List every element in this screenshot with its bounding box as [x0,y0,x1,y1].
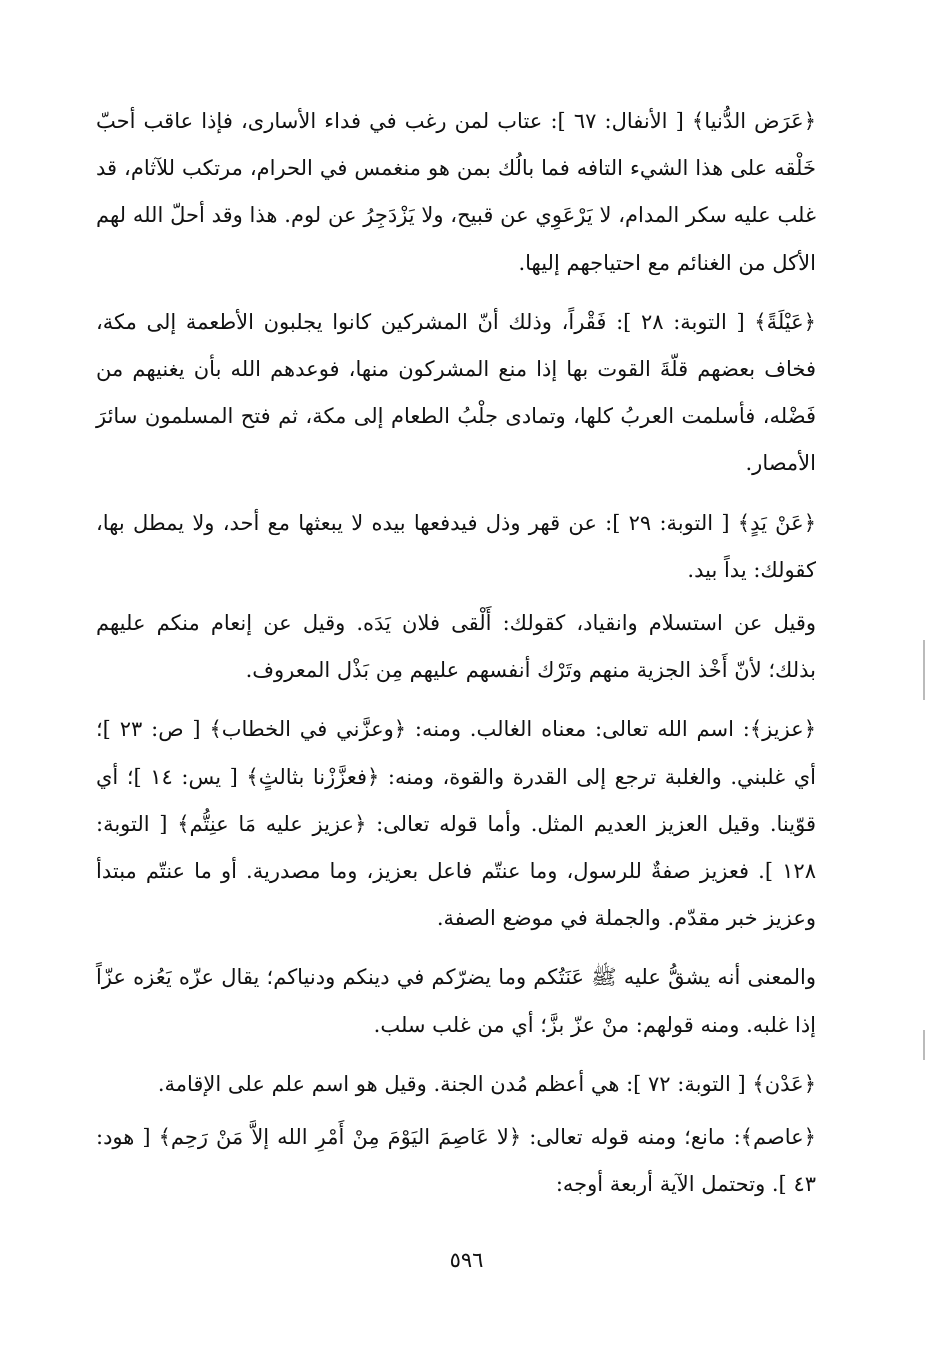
page-number: ٥٩٦ [449,1248,484,1272]
entry-adn: ﴿عَدْن﴾ [ التوبة: ٧٢ ]: هي أعظم مُدن الجنة. وقيل هو اسم علم على الإقامة. [157,1071,816,1096]
entry-an-yad: ﴿عَنْ يَدٍ﴾ [ التوبة: ٢٩ ]: عن قهر وذل فيدفعها بيده لا يبعثها مع أحد، ولا يمطل بها، كقولك: يداً بيد. [96,510,817,582]
main-text-column [96,98,816,1220]
entry-arad-al-dunya: ﴿عَرَض الدُّنيا﴾ [ الأنفال: ٦٧ ]: عتاب لمن رغب في فداء الأسارى، فإذا عاقب أحبّ خَلْقه على هذا الشيء التافه فما بالُك بمن هو منغمس في الحرام، مرتكب للآثام، قد غلب عليه سكر المدام، لا يَرْعَوِي عن قبيح، ولا يَزْدَجِرُ عن لوم. هذا وقد أحلّ الله لهم الأكل من الغنائم مع احتياجهم إليها. [96,109,816,275]
scan-edge-mark [923,1030,925,1060]
entry-an-yad-continued: وقيل عن استسلام وانقياد، كقولك: أَلْقى فلان يَدَه. وقيل عن إنعام منكم عليهم بذلك؛ لأنّ أَخْذ الجزية منهم وتَرْك أنفسهم عليهم مِن بَذْل المعروف. [96,611,816,683]
scan-edge-mark [923,640,925,700]
entry-aziz: ﴿عزيز﴾: اسم الله تعالى: معناه الغالب. ومنه: ﴿وعزَّني في الخطاب﴾ [ ص: ٢٣ ]؛ أي غلبني. والغلبة ترجع إلى القدرة والقوة، ومنه: ﴿فعزَّزْنا بثالثٍ﴾ [ يس: ١٤ ]؛ أي قوّينا. وقيل العزيز العديم المثل. وأما قوله تعالى: ﴿عزيز عليه مَا عنِتُّم﴾ [ التوبة: ١٢٨ ]. فعزيز صفةٌ للرسول، وما عنتّم فاعل بعزيز، وما مصدرية. أو ما عنتّم مبتدأ وعزيز خبر مقدّم. والجملة في موضع الصفة. [96,717,817,931]
entry-asim: ﴿عاصم﴾: مانع؛ ومنه قوله تعالى: ﴿لا عَاصِمَ اليَوْمَ مِنْ أَمْرِ الله إلاَّ مَنْ رَحِم﴾ [ هود: ٤٣ ]. وتحتمل الآية أربعة أوجه: [96,1125,816,1197]
entry-ayla: ﴿عَيْلَةً﴾ [ التوبة: ٢٨ ]: فَقْراً، وذلك أنّ المشركين كانوا يجلبون الأطعمة إلى مكة، فخاف بعضهم قلّةَ القوت بها إذا منع المشركون منها، فوعدهم الله بأن يغنيهم من فَضْله، فأسلمت العربُ كلها، وتمادى جلْبُ الطعام إلى مكة، ثم فتح المسلمون سائرَ الأمصار. [96,309,816,476]
entry-aziz-meaning: والمعنى أنه يشقُّ عليه ﷺ عَنَتُكم وما يضرّكم في دينكم ودنياكم؛ يقال عزّه يَعُزه عزّاً إذا غلبه. ومنه قولهم: منْ عزّ بزَّ؛ أي من غلب سلب. [96,965,816,1037]
